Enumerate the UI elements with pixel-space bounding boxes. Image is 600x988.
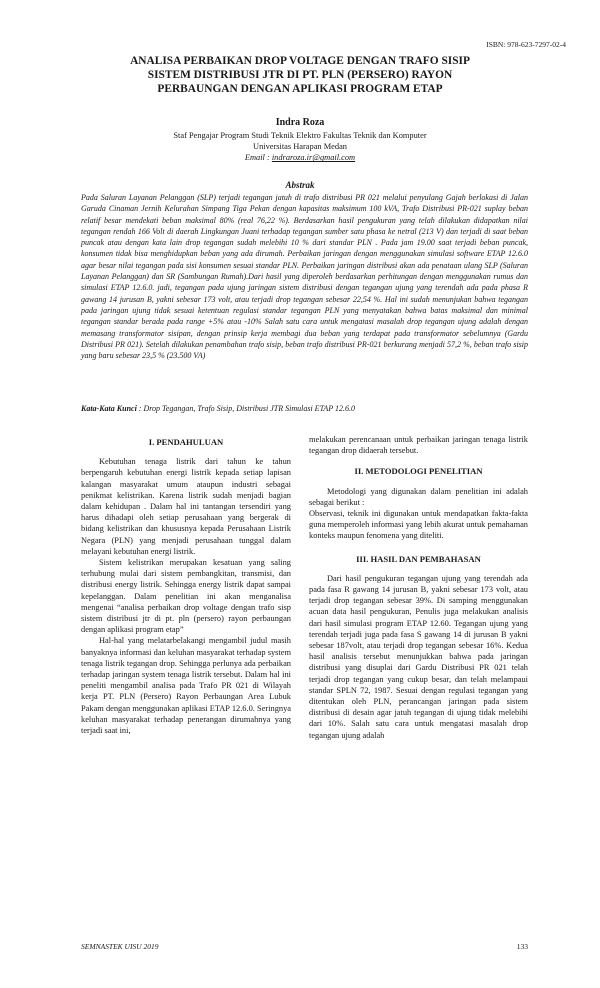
paper-title — [60, 54, 540, 96]
paragraph: Dari hasil pengukuran tegangan ujung yang terendah ada pada fasa R gawang 14 jurusan B, yakni sebesar 173 volt, atau terjadi drop tegangan sebesar 39%. Di samping menggunakan acuan data hasil pengukuran, Penulis juga melakukan analisis dari hasil simulasi program ETAP 12.60. Tegangan ujung yang terendah terjadi juga pada fasa S gawang 14 di jurusan B yakni sebesar 187volt, atau terjadi drop tegangan sebesar 16%. Kedua hasil analisis tersebut menunjukkan bahwa pada jaringan distribusi yang disuplai dari Gardu Distribusi PR 021 telah terjadi drop tegangan yang cukup besar, dan telah melampaui standar SPLN 72, 1987. Sesuai dengan regulasi tegangan yang ditentukan oleh PLN, perancangan jaringan pada sistem distribusi di desain agar jatuh tegangan di ujung tidak melebihi dari 10%. Salah satu cara untuk mengatasi masalah drop tegangan ujung adalah — [309, 573, 528, 740]
affiliation: Staf Pengajar Program Studi Teknik Elektro Fakultas Teknik dan Komputer — [173, 131, 427, 140]
footer-conference: SEMNASTEK UISU 2019 — [81, 942, 159, 951]
paragraph: Kebutuhan tenaga listrik dari tahun ke tahun berpengaruh kebutuhan energi listrik kepada setiap lapisan kalangan masyarakat umum ataupun industri sebagai penikmat kelistrikan. Karena listrik sudah menjadi bagian dalam kehidupan . Dalam hal ini tantangan tersendiri yang harus dihadapi oleh setiap perusahaan yang bergerak di bidang kelistrikan dan khususnya kepada Perusahaan Listrik Negara (PLN) yang menjadi perusahaan tunggal dalam melayani kebutuhan energi listrik. — [81, 457, 291, 556]
keywords-line — [81, 404, 528, 413]
title-line: PERBAUNGAN DENGAN APLIKASI PROGRAM ETAP — [157, 83, 443, 95]
paragraph: melakukan perencanaan untuk perbaikan jaringan tenaga listrik tegangan drop didaerah tersebut. — [309, 435, 528, 456]
paragraph: Metodologi yang digunakan dalam penelitian ini adalah sebagai berikut : — [309, 486, 528, 507]
section-heading-introduction: I. PENDAHULUAN — [148, 437, 224, 447]
email-label: Email : — [244, 153, 270, 163]
affiliation-block — [0, 130, 600, 164]
paragraph: Observasi, teknik ini digunakan untuk mendapatkan fakta-fakta guna memperoleh informasi yang lebih akurat untuk pemahaman konteks maupun fenomena yang diteliti. — [309, 509, 528, 541]
abstract-text: Pada Saluran Layanan Pelanggan (SLP) terjadi tegangan jatuh di trafo distribusi PR 021 melalui penyulang Gajah berlokasi di Jalan Garuda Cinaman Jernih Kelurahan Simpang Tiga Pekan dengan kapasitas maksimum 100 kVA, Trafo Distribusi PR-021 suplay beban relatif besar mendekati beban maksimal 80% (real 76,22 %). Berdasarkan hasil pengukuran yang telah dilakukan didapatkan nilai tegangan rendah 166 Volt di daerah Lingkungan Juani terhadap tegangan sumber satu phasa ke netral (213 V) dan terjadi di saat beban puncak atau dengan kata lain drop tegangan sudah melebihi 10 % dari standar PLN . Pada jam 19.00 saat terjadi beban puncak, konsumen tidak bisa menghidupkan beban yang ada dirumah. Perbaikan jaringan dengan menggunakan simulasi software ETAP 12.6.0 agar besar nilai tegangan pada sisi konsumen sesuai standar PLN. Perbaikan jaringan distribusi akan ada penataan ulang SLP (Saluran Layanan Pelanggan) dan SR (Sambungan Rumah).Dari hasil yang diperoleh berdasarkan perhitungan dengan menggunakan rumus dan simulasi ETAP 12.6.0. jadi, tegangan pada ujung jaringan sistem distribusi dengan tegangan ujung yang terendah ada pada phasa R gawang 14 jurusan B, yakni sebesar 173 volt, atau terjadi drop tegangan sebesar 22,54 %. Hal ini sudah menunjukan bahwa tegangan pada jaringan ujung tidak sesuai ketentuan regulasi standar tegangan PLN yang menyatakan bahwa batas maksimal dan minimal tegangan standar berada pada range +5% atau -10% Salah satu cara untuk mengatasi masalah drop tegangan ujung adalah dengan memasang transformator sisipan, dengan prinsip kerja membagi dua beban yang terdapat pada transformator sebelumnya (Gardu Distribusi PR 021). Setelah dilakukan penambahan trafo sisip, beban trafo distribusi PR-021 berkurang menjadi 57,2 %, beban trafo sisip yang baru sebesar 23,5 % (23.500 VA) — [81, 193, 528, 361]
keywords-text: : Drop Tegangan, Trafo Sisip, Distribusi JTR Simulasi ETAP 12.6.0 — [138, 404, 356, 413]
page-number: 133 — [516, 942, 528, 951]
title-line: SISTEM DISTRIBUSI JTR DI PT. PLN (PERSERO) RAYON — [147, 69, 453, 81]
paragraph: Hal-hal yang melatarbelakangi mengambil judul masih banyaknya informasi dan keluhan masyarakat terhadap system tenaga listrik tegangan drop. Sehingga perlunya ada perbaikan terhadap jaringan system tenaga listrik tersebut. Dalam hal ini peneliti mengambil analisa pada Trafo PR 021 di Wilayah kerja PT. PLN (Persero) Rayon Perbaungan Area Lubuk Pakam dengan menggunakan aplikasi ETAP 12.6.0. Seringnya keluhan masyarakat terhadap penerangan dirumahnya yang terjadi saat ini, — [81, 636, 291, 736]
section-heading-results: III. HASIL DAN PEMBAHASAN — [356, 553, 481, 564]
left-column — [81, 434, 291, 736]
email-line — [0, 152, 600, 163]
university: Universitas Harapan Medan — [253, 142, 347, 152]
section-heading-methodology: II. METODOLOGI PENELITIAN — [354, 466, 483, 477]
paragraph: Sistem kelistrikan merupakan kesatuan yang saling terhubung mulai dari sistem pembangkitan, transmisi, dan distribusi energy listrik. Sehingga energy listrik dapat sampai kepelanggan. Dalam penelitian ini akan menganalisa mengenai “analisa perbaikan drop voltage dengan trafo sisp sistem distribusi jtr di pt. pln (persero) rayon perbaungan dengan aplikasi program etap” — [81, 558, 291, 635]
isbn-label: ISBN: 978-623-7297-02-4 — [486, 40, 566, 49]
email-link[interactable]: indraroza.ir@gmail.com — [271, 153, 356, 163]
title-line: ANALISA PERBAIKAN DROP VOLTAGE DENGAN TRAFO SISIP — [130, 55, 470, 67]
keywords-label: Kata-Kata Kunci — [81, 404, 137, 413]
right-column — [309, 434, 528, 741]
abstract-heading: Abstrak — [285, 180, 315, 190]
author-name: Indra Roza — [275, 117, 325, 128]
